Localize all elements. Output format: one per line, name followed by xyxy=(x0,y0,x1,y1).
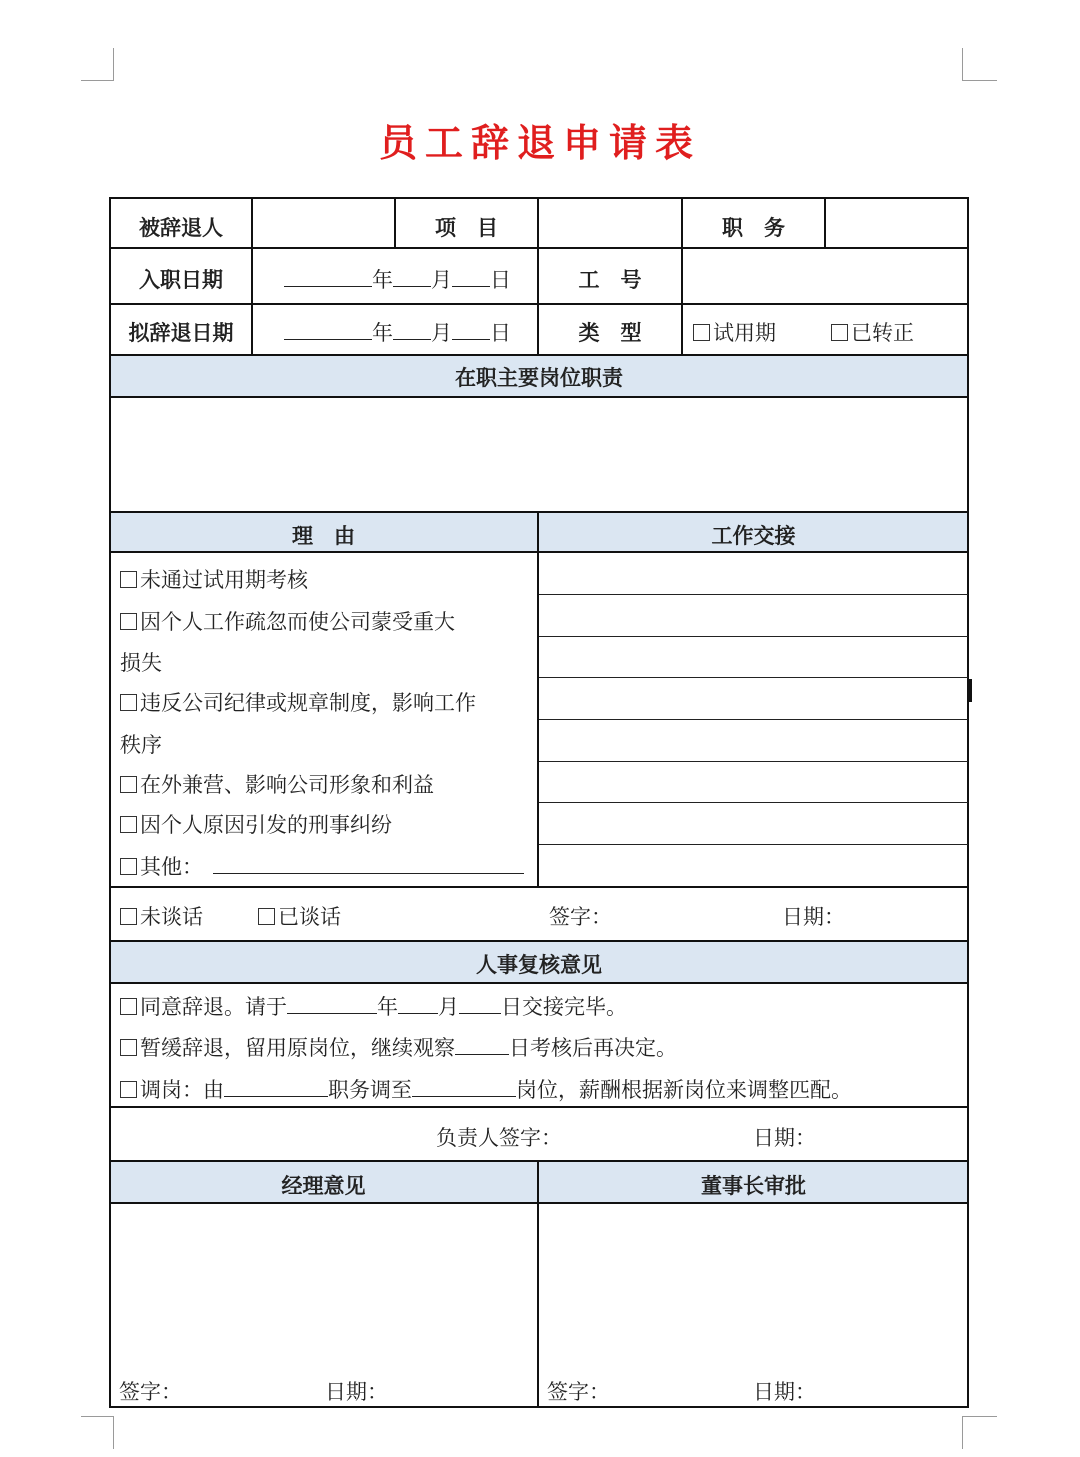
employee-no-label: 工 号 xyxy=(578,267,642,292)
chairman-header: 董事长审批 xyxy=(701,1173,806,1198)
manager-header: 经理意见 xyxy=(281,1173,366,1198)
position-field[interactable] xyxy=(826,199,967,247)
hire-date-field[interactable] xyxy=(284,266,511,294)
crop-mark xyxy=(962,1416,997,1417)
project-field[interactable] xyxy=(539,199,681,247)
hire-date-label: 入职日期 xyxy=(139,267,223,292)
planned-date-field[interactable] xyxy=(284,319,511,347)
position-label: 职 务 xyxy=(722,215,785,240)
type-regular-option[interactable]: 已转正 xyxy=(831,319,914,347)
chairman-date-label: 日期： xyxy=(753,1380,816,1404)
hr-header: 人事复核意见 xyxy=(476,952,602,977)
page-title: 员工辞退申请表 xyxy=(378,120,701,165)
crop-mark xyxy=(81,1416,114,1417)
checkbox[interactable] xyxy=(120,694,137,711)
reason-item[interactable]: 违反公司纪律或规章制度，影响工作 xyxy=(120,689,476,717)
checkbox[interactable] xyxy=(120,613,137,630)
month-label: 月 xyxy=(431,321,452,345)
talked-option[interactable]: 已谈话 xyxy=(258,903,341,931)
reasons-header: 理 由 xyxy=(292,523,355,548)
manager-sign-label: 签字： xyxy=(119,1380,182,1404)
duties-header: 在职主要岗位职责 xyxy=(455,365,623,390)
checkbox[interactable] xyxy=(120,998,137,1015)
year-label: 年 xyxy=(372,268,393,292)
chairman-approval-field[interactable] xyxy=(539,1204,967,1374)
talk-date-label: 日期： xyxy=(782,905,845,929)
handover-header: 工作交接 xyxy=(711,523,796,548)
row-line xyxy=(109,354,969,356)
row-line xyxy=(109,511,969,513)
day-label: 日 xyxy=(490,321,511,345)
row-line xyxy=(109,551,969,553)
manager-opinion-field[interactable] xyxy=(111,1204,537,1374)
checkbox[interactable] xyxy=(120,1081,137,1098)
project-label: 项 目 xyxy=(435,215,498,240)
handover-line xyxy=(538,594,968,595)
reason-item-continued: 损失 xyxy=(120,651,162,675)
handover-line xyxy=(538,844,968,845)
row-line xyxy=(109,1106,969,1108)
reason-item[interactable]: 未通过试用期考核 xyxy=(120,566,308,594)
checkbox[interactable] xyxy=(831,324,848,341)
hr-transfer-option[interactable]: 调岗：由 职务调至 岗位，薪酬根据新岗位来调整匹配。 xyxy=(120,1076,852,1104)
crop-mark xyxy=(113,48,114,81)
hr-suspend-option[interactable]: 暂缓辞退，留用原岗位，继续观察 日考核后再决定。 xyxy=(120,1034,677,1062)
employee-no-field[interactable] xyxy=(683,249,967,303)
checkbox[interactable] xyxy=(693,324,710,341)
checkbox[interactable] xyxy=(120,908,137,925)
talk-sign-label: 签字： xyxy=(549,905,612,929)
dismissed-field[interactable] xyxy=(253,199,394,247)
hr-sign-label: 负责人签字： xyxy=(436,1126,562,1150)
reason-item-continued: 秩序 xyxy=(120,733,162,757)
hr-date-label: 日期： xyxy=(753,1126,816,1150)
crop-mark xyxy=(962,1416,963,1449)
col-line xyxy=(537,511,539,888)
checkbox[interactable] xyxy=(258,908,275,925)
handover-line xyxy=(538,677,968,678)
checkbox[interactable] xyxy=(120,776,137,793)
chairman-sign-label: 签字： xyxy=(547,1380,610,1404)
cursor-marker xyxy=(967,679,972,702)
row-line xyxy=(109,1160,969,1162)
checkbox[interactable] xyxy=(120,858,137,875)
checkbox[interactable] xyxy=(120,1039,137,1056)
type-probation-option[interactable]: 试用期 xyxy=(693,319,776,347)
dismissed-label: 被辞退人 xyxy=(139,215,223,240)
row-line xyxy=(109,940,969,942)
handover-line xyxy=(538,719,968,720)
handover-line xyxy=(538,802,968,803)
crop-mark xyxy=(962,48,963,81)
handover-line xyxy=(538,636,968,637)
row-line xyxy=(109,303,969,305)
month-label: 月 xyxy=(431,268,452,292)
year-label: 年 xyxy=(372,321,393,345)
manager-date-label: 日期： xyxy=(325,1380,388,1404)
type-label: 类 型 xyxy=(578,320,642,345)
duties-field[interactable] xyxy=(111,398,967,511)
row-line xyxy=(109,982,969,984)
reason-item[interactable]: 在外兼营、影响公司形象和利益 xyxy=(120,771,434,799)
day-label: 日 xyxy=(490,268,511,292)
other-reason-input[interactable] xyxy=(213,853,524,874)
checkbox[interactable] xyxy=(120,571,137,588)
planned-date-label: 拟辞退日期 xyxy=(128,320,234,345)
reason-item[interactable]: 因个人原因引发的刑事纠纷 xyxy=(120,811,392,839)
crop-mark xyxy=(113,1416,114,1449)
row-line xyxy=(109,886,969,888)
checkbox[interactable] xyxy=(120,816,137,833)
handover-line xyxy=(538,761,968,762)
hr-agree-option[interactable]: 同意辞退。请于 年 月 日交接完毕。 xyxy=(120,993,627,1021)
reason-other-item[interactable]: 其他： xyxy=(120,853,524,881)
not-talked-option[interactable]: 未谈话 xyxy=(120,903,203,931)
crop-mark xyxy=(962,80,997,81)
crop-mark xyxy=(81,80,114,81)
reason-item[interactable]: 因个人工作疏忽而使公司蒙受重大 xyxy=(120,608,455,636)
